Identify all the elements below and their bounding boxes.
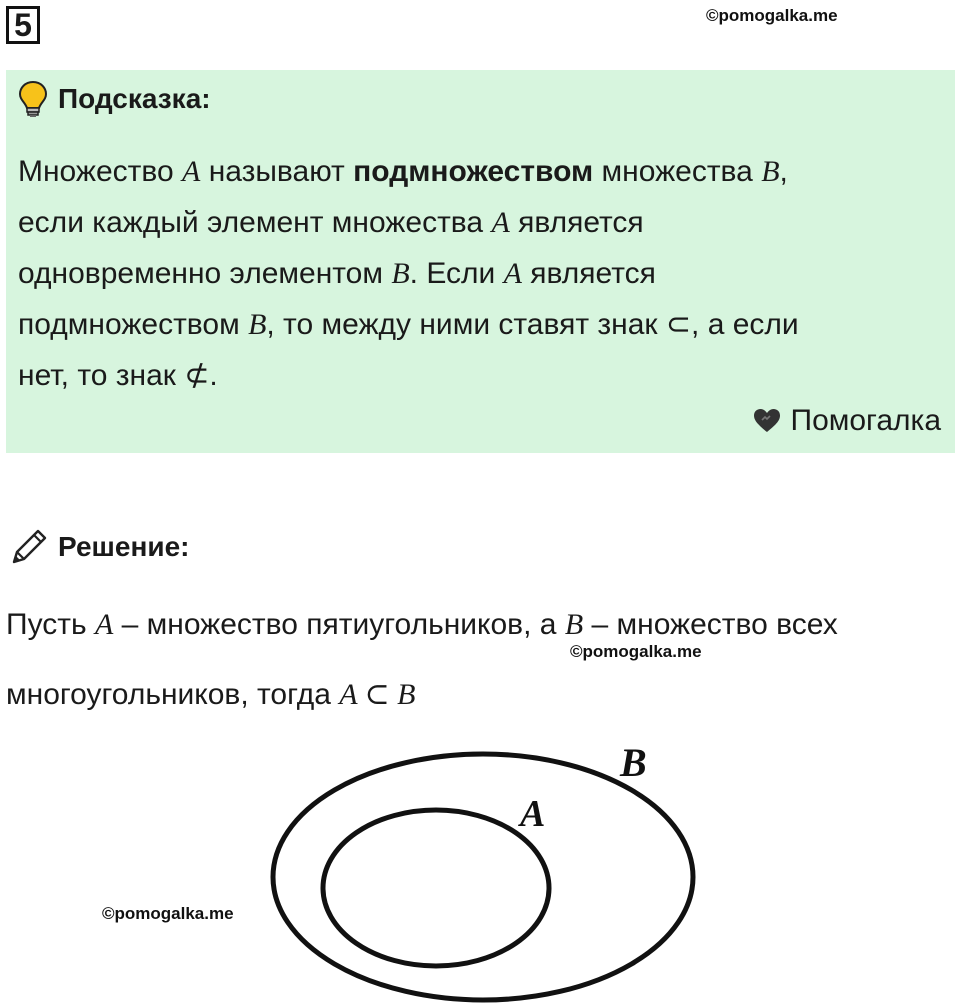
- brand-signature: [753, 404, 942, 438]
- hint-text: [18, 146, 938, 401]
- hint-line-1: Множество A называют подмножеством множества B,: [18, 155, 788, 188]
- watermark-middle: ©pomogalka.me: [570, 642, 702, 661]
- watermark-top: ©pomogalka.me: [706, 6, 838, 25]
- solution-header: [8, 526, 189, 568]
- task-number: 5: [6, 6, 40, 44]
- watermark-bottom: ©pomogalka.me: [102, 904, 234, 923]
- hint-line-5: нет, то знак ⊄.: [18, 359, 218, 392]
- inner-set-label: A: [520, 793, 546, 835]
- hint-box: [6, 70, 955, 453]
- brand-name: Помогалка: [790, 404, 941, 437]
- heart-icon: [753, 408, 781, 434]
- venn-diagram: [260, 730, 720, 1008]
- hint-line-3: одновременно элементом B. Если A является: [18, 257, 656, 290]
- outer-set-label: B: [620, 740, 647, 785]
- hint-line-2: если каждый элемент множества A является: [18, 206, 644, 239]
- solution-line-1: Пусть A – множество пятиугольников, а B – множество всех: [6, 608, 838, 641]
- pencil-icon: [8, 526, 50, 568]
- lightbulb-icon: [18, 80, 48, 118]
- outer-set-ellipse: [273, 754, 693, 1000]
- hint-line-4: подмножеством B, то между ними ставят знак ⊂, а если: [18, 308, 799, 341]
- solution-line-2: многоугольников, тогда A ⊂ B: [6, 678, 416, 711]
- inner-set-ellipse: [323, 810, 549, 966]
- solution-title: Решение:: [58, 531, 190, 562]
- hint-title: Подсказка:: [58, 83, 211, 114]
- solution-text: [6, 590, 946, 730]
- hint-header: [18, 80, 211, 118]
